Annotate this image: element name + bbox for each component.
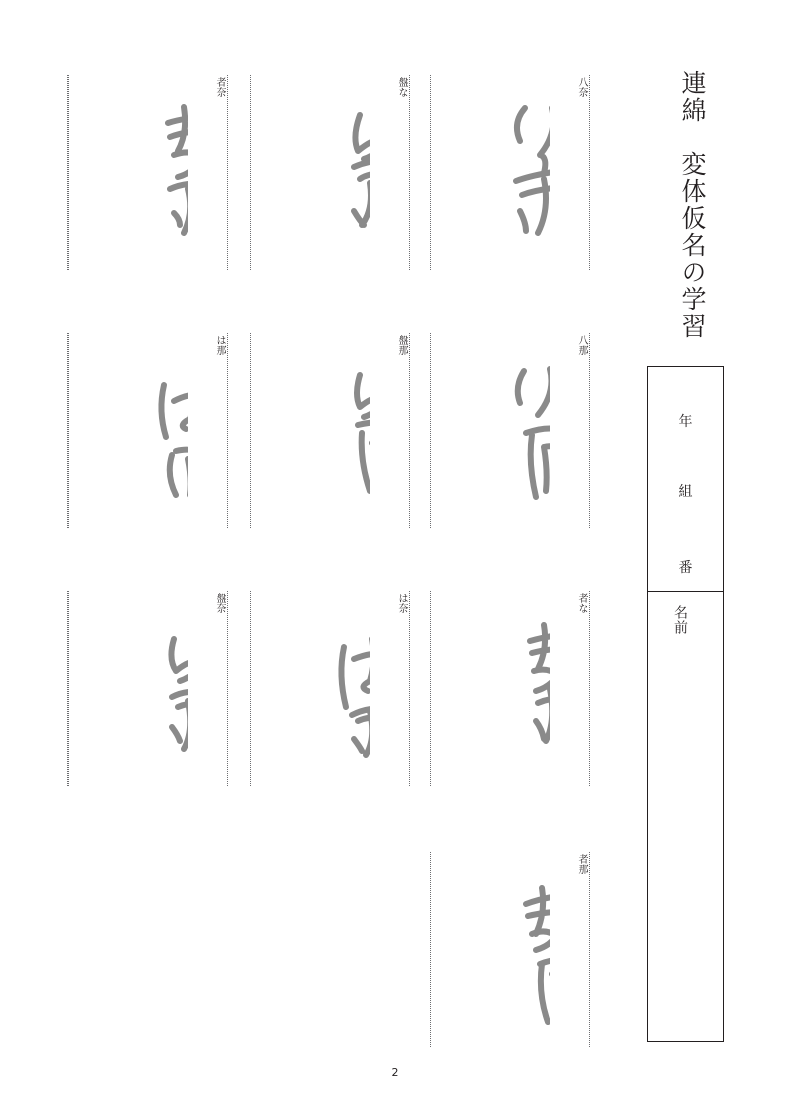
dotted-rule: [409, 591, 410, 786]
practice-cell-ya-na: [430, 75, 590, 270]
cell-label: 者な: [576, 593, 587, 613]
dotted-rule: [589, 75, 590, 270]
practice-cell-empty: [0, 591, 68, 786]
brush-glyph-icon: [460, 870, 550, 1035]
dotted-rule: [250, 333, 251, 528]
practice-cell-ha-na4: [250, 333, 410, 528]
dotted-rule: [430, 333, 431, 528]
dotted-rule: [68, 591, 69, 786]
dotted-rule: [250, 75, 251, 270]
dotted-rule: [430, 852, 431, 1047]
brush-glyph-icon: [460, 93, 550, 258]
brush-glyph-icon: [98, 93, 188, 258]
dotted-rule: [227, 75, 228, 270]
cell-label: 盤な: [396, 77, 407, 97]
class-label: 組: [678, 484, 693, 500]
brush-glyph-icon: [460, 351, 550, 516]
practice-cell-ha-na9: [430, 852, 590, 1047]
practice-cell-ha-na: [250, 75, 410, 270]
practice-cell-ya-na3: [430, 333, 590, 528]
dotted-rule: [68, 333, 69, 528]
dotted-rule: [430, 75, 431, 270]
page-title: 連綿 変体仮名の学習: [678, 70, 707, 340]
student-info-box: [647, 366, 724, 1042]
dotted-rule: [589, 333, 590, 528]
year-label: 年: [678, 414, 693, 430]
dotted-rule: [67, 75, 68, 270]
cell-label: 盤那: [396, 335, 407, 355]
brush-glyph-icon: [280, 351, 370, 516]
cell-label: 者奈: [214, 77, 225, 97]
dotted-rule: [67, 591, 68, 786]
cell-label: は奈: [396, 593, 407, 613]
practice-cell-ha-na7: [250, 591, 410, 786]
dotted-rule: [589, 852, 590, 1047]
dotted-rule: [227, 591, 228, 786]
brush-glyph-icon: [98, 609, 188, 774]
dotted-rule: [67, 333, 68, 528]
number-label: 番: [678, 560, 693, 576]
cell-label: 盤奈: [214, 593, 225, 613]
dotted-rule: [409, 75, 410, 270]
dotted-rule: [409, 333, 410, 528]
dotted-rule: [250, 591, 251, 786]
practice-cell-ha-na6: [430, 591, 590, 786]
cell-label: は那: [214, 335, 225, 355]
practice-cell-ha-na8: [68, 591, 228, 786]
brush-glyph-icon: [98, 351, 188, 516]
dotted-rule: [68, 75, 69, 270]
brush-glyph-icon: [280, 93, 370, 258]
divider: [648, 591, 723, 592]
cell-label: 者那: [576, 854, 587, 874]
dotted-rule: [430, 591, 431, 786]
dotted-rule: [227, 333, 228, 528]
cell-label: 八奈: [576, 77, 587, 97]
brush-glyph-icon: [280, 609, 370, 774]
brush-glyph-icon: [460, 609, 550, 774]
practice-cell-empty: [0, 75, 68, 270]
practice-cell-empty: [0, 333, 68, 528]
cell-label: 八那: [576, 335, 587, 355]
page-number: 2: [391, 1066, 399, 1079]
dotted-rule: [589, 591, 590, 786]
practice-cell-ha-na5: [68, 333, 228, 528]
name-label: 名前: [672, 605, 688, 635]
practice-cell-ha-na2: [68, 75, 228, 270]
